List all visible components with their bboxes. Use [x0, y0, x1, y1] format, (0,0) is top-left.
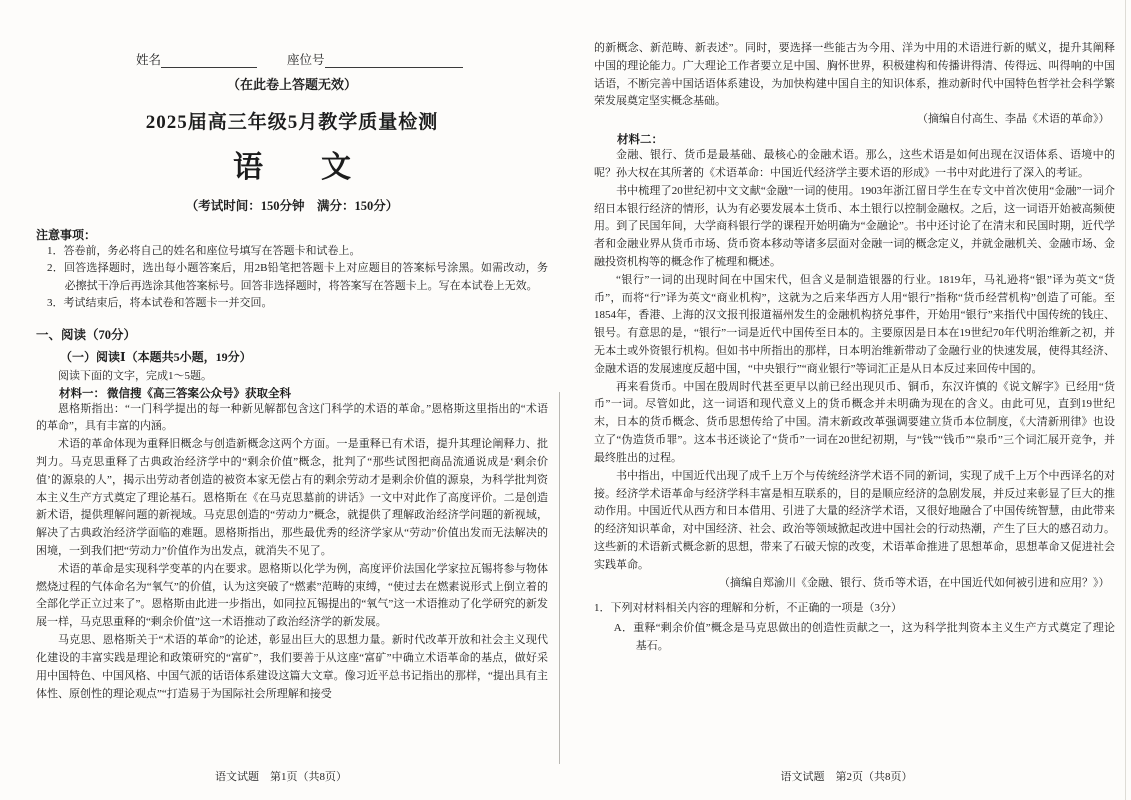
- page-gutter-line: [559, 392, 560, 764]
- answer-invalid-note: （在此卷上答题无效）: [226, 77, 357, 92]
- notice-item-1: 1．答卷前，务必将自己的姓名和座位号填写在答题卡和试卷上。: [47, 245, 361, 257]
- reading-instruction: 阅读下面的文字，完成1～5题。: [58, 369, 212, 382]
- exam-title: 2025届高三年级5月教学质量检测: [145, 112, 439, 133]
- subsection-reading-1-title: （一）阅读Ⅰ（本题共5小题，19分）: [60, 349, 252, 364]
- material-1-continuation: 的新概念、新范畴、新表述”。同时，要选择一些能古为今用、洋为中用的术语进行新的赋义，提升其阐释中国的理论能力。广大理论工作者要立足中国、胸怀世界，积极建构和传播讲得清、传得远、叫得响的中国话语，不断完善中国话语体系建设，为加快构建中国自主的知识体系，推动新时代中国特色哲学社会科学繁荣发展奠定坚实概念基础。: [594, 42, 1115, 108]
- material-2-attribution: （摘编自郑渝川《金融、银行、货币等术语，在中国近代如何被引进和应用？》）: [719, 576, 1110, 589]
- name-label: 姓名: [136, 53, 162, 67]
- notice-item-3: 3．考试结束后，将本试卷和答题卡一并交回。: [47, 297, 273, 310]
- scan-edge-line: [1125, 0, 1126, 800]
- page-1-footer: 语文试题 第1页（共8页）: [215, 771, 347, 783]
- seat-blank-line: [325, 55, 463, 68]
- material-1-paragraph: 术语的革命体现为重释旧概念与创造新概念这两个方面。一是重释已有术语，提升其理论阐释力、批判力。马克思重释了古典政治经济学中的“剩余价值”概念，批判了“那些试图把商品流通说成是‘剩余价值’的源泉的人”，揭示出劳动者创造的被资本家无偿占有的剩余劳动才是剩余价值的源泉，为科学批判资本主义生产方式奠定了理论基石。恩格斯在《在马克思墓前的讲话》一文中对此作了高度评价。二是创造新术语，提供理解问题的新视域。马克思创造的“劳动力”概念，就提供了理解政治经济学问题的新视域，解决了古典政治经济学面临的难题。恩格斯指出，那些最优秀的经济学家从“劳动”价值出发而无法解决的困境，一到我们把“劳动力”价值作为出发点，就消失不见了。: [36, 438, 548, 557]
- exam-page-2: [562, 0, 1131, 800]
- material-2-paragraph: 书中指出，中国近代出现了成千上万个与传统经济学术语不同的新词，实现了成千上万个中西译名的对接。经济学术语革命与经济学科丰富是相互联系的，目的是顺应经济的急剧发展，并反过来彰显了巨大的推动作用。中国近代从西方和日本借用、引进了大量的经济学术语，又很好地融合了中国传统智慧，由此带来的经济知识革命，对中国经济、社会、政治等领域掀起改进中国社会的行动热潮，产生了巨大的感召动力。这些新的术语新式概念新的思想，带来了石破天惊的改变，术语革命推进了思想革命，思想革命又促进社会实践革命。: [594, 469, 1115, 571]
- material-1-paragraph: 术语的革命是实现科学变革的内在要求。恩格斯以化学为例，高度评价法国化学家拉瓦锡将参与物体燃烧过程的气体命名为“氧气”的价值，认为这突破了“燃素”范畴的束缚，“使过去在燃素说形式上倒立着的全部化学正立过来了”。恩格斯由此进一步指出，如同拉瓦锡提出的“氧气”这一术语推动了化学研究的新发展一样，马克思重释的“剩余价值”这一术语推动了政治经济学的新发展。: [36, 562, 548, 629]
- exam-time-score: （考试时间：150分钟 满分：150分）: [185, 199, 399, 213]
- name-seat-row: [136, 50, 548, 68]
- page-2-footer: 语文试题 第2页（共8页）: [780, 771, 913, 783]
- notice-heading: 注意事项：: [36, 228, 97, 242]
- section-1-reading-title: 一、阅读（70分）: [36, 327, 137, 342]
- question-1: 1．下列对材料相关内容的理解和分析，不正确的一项是（3分）: [594, 602, 902, 615]
- material-2-paragraph: 金融、银行、货币是最基础、最核心的金融术语。那么，这些术语是如何出现在汉语体系、语境中的呢？孙大权在其所著的《术语革命：中国近代经济学主要术语的形成》一书中对此进行了深入的考证。: [594, 149, 1115, 179]
- material-2-paragraph: 书中梳理了20世纪初中文文献“金融”一词的使用。1903年浙江留日学生在专文中首次使用“金融”一词介绍日本银行经济的情形，认为有必要发展本土货币、本土银行以控制金融权。之后，这一词语开始被高频使用。到了民国年间，大学商科银行学的课程开始明确为“金融论”。书中还讨论了在清末和民国时期，近代学者和金融业界从货币市场、货币资本移动等诸多层面对金融一词的概念定义，并就金融机关、金融市场、金融投资机构等的概念作了梳理和概述。: [594, 184, 1115, 268]
- ad-watermark: 微信搜《高三答案公众号》获取全科: [107, 387, 291, 400]
- subject-title: 语 文: [233, 151, 365, 184]
- notice-item-2: 2．回答选择题时，选出每小题答案后，用2B铅笔把答题卡上对应题目的答案标号涂黑。如需改动，务必擦拭干净后再选涂其他答案标号。回答非选择题时，将答案写在答题卡上。写在本试卷上无效。: [47, 262, 548, 292]
- name-blank-line: [161, 55, 257, 68]
- seat-label: 座位号: [287, 53, 325, 67]
- material-2-paragraph: 再来看货币。中国在殷周时代甚至更早以前已经出现贝币、铜币，东汉许慎的《说文解字》已经用“货币”一词。尽管如此，这一词语和现代意义上的货币概念并未明确为现在的含义。由此可见，直到19世纪末，日本的货币概念、货币思想传给了中国。清末新政改革强调要建立货币本位制度，《大清新刑律》也设立了“伪造货币罪”。这本书还谈论了“货币”一词在20世纪初期，与“钱”“钱币”“泉币”三个词汇展开竞争，并最终胜出的过程。: [594, 380, 1115, 464]
- material-2-paragraph: “银行”一词的出现时间在中国宋代，但含义是制造银器的行业。1819年，马礼逊将“银”译为英文“货币”，而将“行”译为英文“商业机构”，这就为之后来华西方人用“银行”指称“货币经营机构”创造了可能。至1854年，香港、上海的汉文报刊报道福州发生的金融机构挤兑事件，开始用“银行”来指代中国传统的钱庄、银号。有意思的是，“银行”一词是近代中国传至日本的。主要原因是日本在19世纪70年代明治维新之初，并无本土或外资银行机构。但如书中所指出的那样，日本明治维新带动了金融行业的快速发展，使得其经济、金融术语的发展速度反超中国，“中央银行”“商业银行”等词汇正是从日本反过来回传中国的。: [594, 273, 1115, 375]
- material-1-label: 材料一：: [59, 387, 105, 400]
- question-1-option-a: A．重释“剩余价值”概念是马克思做出的创造性贡献之一，这为科学批判资本主义生产方式奠定了理论基石。: [613, 622, 1115, 652]
- material-1-paragraph: 恩格斯指出：“一门科学提出的每一种新见解都包含这门科学的术语的革命。”恩格斯这里指出的“术语的革命”，具有丰富的内涵。: [36, 402, 548, 433]
- material-1-attribution: （摘编自付高生、李晶《术语的革命》）: [917, 113, 1110, 126]
- material-1-heading: [36, 385, 548, 401]
- exam-page-1: [0, 0, 562, 800]
- material-1-paragraph: 马克思、恩格斯关于“术语的革命”的论述，彰显出巨大的思想力量。新时代改革开放和社会主义现代化建设的丰富实践是理论和政策研究的“富矿”，我们要善于从这座“富矿”中确立术语革命的基点，做好采用中国特色、中国风格、中国气派的话语体系建设这篇大文章。像习近平总书记指出的那样，“提出具有主体性、原创性的理论观点”“打造易于为国际社会所理解和接受: [36, 634, 548, 700]
- material-2-label: 材料二：: [617, 134, 663, 147]
